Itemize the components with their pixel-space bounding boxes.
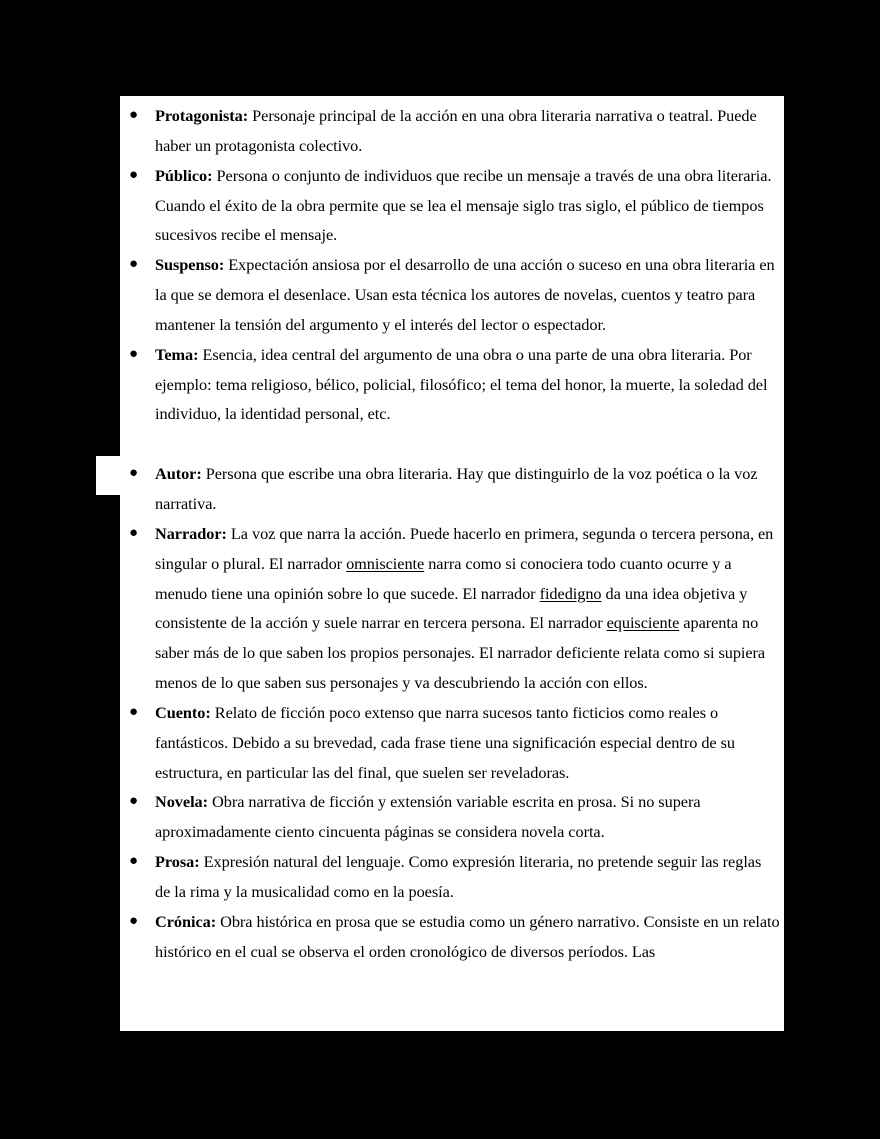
- term-label: Prosa:: [155, 852, 200, 872]
- term-label: Crónica:: [155, 911, 217, 931]
- underlined-term-omnisciente: omnisciente: [346, 553, 425, 573]
- definition-text: narra como si conociera todo cuanto ocurre y a menudo tiene una opinión sobre lo que sucede. El narrador: [155, 553, 732, 603]
- definition-text: Expectación ansiosa por el desarrollo de una acción o suceso en una obra literaria en la que se demora el desenlace. Usan esta técnica los autores de novelas, cuentos y teatro para mantener la tensión del argumento y el interés del lector o espectador.: [155, 255, 775, 334]
- bullet-icon: ●: [129, 166, 139, 183]
- list-item-protagonista: [120, 101, 784, 161]
- list-item-novela: [120, 787, 784, 847]
- page-edge-notch: [96, 456, 120, 495]
- list-item-suspenso: [120, 250, 784, 340]
- bullet-icon: ●: [129, 345, 139, 362]
- term-label: Novela:: [155, 792, 209, 812]
- bullet-icon: ●: [129, 107, 139, 123]
- section-gap: [120, 429, 784, 459]
- definition-text: Obra narrativa de ficción y extensión variable escrita en prosa. Si no supera aproximadamente ciento cincuenta páginas se considera novela corta.: [155, 792, 701, 842]
- glossary-list: [120, 101, 784, 966]
- definition-text: Persona que escribe una obra literaria. Hay que distinguirlo de la voz poética o la voz narrativa.: [155, 464, 758, 513]
- underlined-term-fidedigno: fidedigno: [539, 583, 602, 603]
- term-label: Tema:: [155, 344, 199, 364]
- list-item-tema: [120, 340, 784, 430]
- definition-text: Expresión natural del lenguaje. Como expresión literaria, no pretende seguir las reglas de la rima y la musicalidad como en la poesía.: [155, 852, 762, 901]
- list-item-cronica: [120, 907, 784, 967]
- list-item-autor: [120, 459, 784, 519]
- term-label: Narrador:: [155, 523, 227, 543]
- definition-text: Esencia, idea central del argumento de una obra o una parte de una obra literaria. Por ejemplo: tema religioso, bélico, policial, filosófico; el tema del honor, la muerte, la soledad del individuo, la identidad personal, etc.: [155, 344, 768, 424]
- definition-text: Obra histórica en prosa que se estudia como un género narrativo. Consiste en un relato histórico en el cual se observa el orden cronológico de diversos períodos. Las: [155, 911, 780, 961]
- list-item-narrador: [120, 519, 784, 698]
- definition-text: aparenta no saber más de lo que saben los propios personajes. El narrador deficiente relata como si supiera menos de lo que saben sus personajes y va descubriendo la acción con ellos.: [155, 613, 766, 693]
- document-page: [120, 96, 784, 1031]
- term-label: Autor:: [155, 464, 202, 484]
- definition-text: Personaje principal de la acción en una obra literaria narrativa o teatral. Puede haber un protagonista colectivo.: [155, 106, 757, 155]
- bullet-icon: ●: [129, 465, 139, 482]
- list-item-prosa: [120, 847, 784, 907]
- underlined-term-equisciente: equisciente: [606, 613, 680, 633]
- bullet-icon: ●: [129, 853, 139, 870]
- list-item-cuento: [120, 698, 784, 788]
- bullet-icon: ●: [129, 256, 139, 273]
- definition-text: da una idea objetiva y consistente de la acción y suele narrar en tercera persona. El narrador: [155, 583, 748, 633]
- bullet-icon: ●: [129, 703, 139, 720]
- term-label: Cuento:: [155, 702, 211, 722]
- bullet-icon: ●: [129, 524, 139, 541]
- definition-text: Relato de ficción poco extenso que narra sucesos tanto ficticios como reales o fantásticos. Debido a su brevedad, cada frase tiene una significación especial dentro de su estructura, en particular las del final, que suelen ser reveladoras.: [155, 702, 735, 782]
- bullet-icon: ●: [129, 793, 139, 810]
- definition-text: Persona o conjunto de individuos que recibe un mensaje a través de una obra literaria. Cuando el éxito de la obra permite que se lea el mensaje siglo tras siglo, el público de tiempos sucesivos recibe el mensaje.: [155, 165, 772, 245]
- definition-text: La voz que narra la acción. Puede hacerlo en primera, segunda o tercera persona, en singular o plural. El narrador: [155, 523, 774, 573]
- term-label: Público:: [155, 165, 213, 185]
- list-item-publico: [120, 161, 784, 251]
- term-label: Protagonista:: [155, 106, 249, 125]
- term-label: Suspenso:: [155, 255, 225, 275]
- bullet-icon: ●: [129, 912, 139, 929]
